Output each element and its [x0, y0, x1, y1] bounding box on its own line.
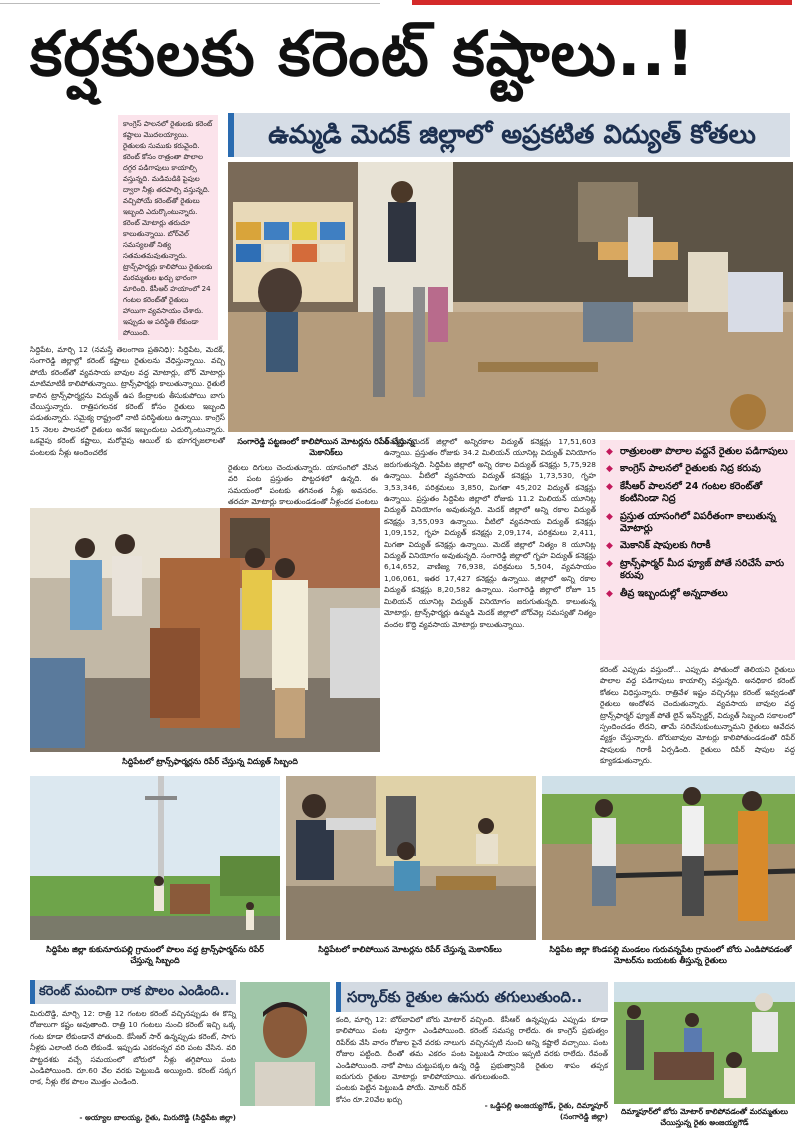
photo-farmers-borewell — [542, 776, 795, 940]
article-column-1b: రైతులు దిగులు చెందుతున్నారు. యాసంగిలో వేసిన వరి పంట ప్రస్తుతం పొట్టదశలో ఉన్నది. ఈ సమయంలో పంటకు తగినంత నీళ్లు అవసరం. తరచూ మోటార్లు కాలుతుండడంతో నీళ్లందక పంటలు — [228, 463, 378, 507]
intro-box: కాంగ్రెస్ పాలనలో రైతులకు కరెంట్ కష్టాలు మొదలయ్యాయి. రైతులకు సుముకు కరువైంది. కరెంట్ కోసం రాత్రంతా పొలాల దగ్గర పడిగాపులు కాయాల్సి వస్తున్నది. మడిమడికి పైపుల ద్వారా నీళ్లు తరపాల్సి వస్తున్నది. వచ్చిపోయే కరెంట్‌తో రైతులు ఇబ్బంది ఎదుర్కొంటున్నారు. కరెంట్ మోటార్లు తరుచూ కాలుతున్నాయి. బోర్‌వెల్ సమస్యలతో నిత్య సతమతమవుతున్నారు. ట్రాన్స్‌ఫార్మర్లు కాలిపోయి రైతులకు మరమ్మతుల ఖర్చు భారంగా మారింది. కేసీఆర్ హయాంలో 24 గంటల కరెంట్‌తో రైతులు హాయిగా వ్యవసాయం చేశారు. ఇప్పుడు ఆ పరిస్థితి లేకుండా పోయింది. — [118, 115, 218, 340]
photo-farmer-portrait — [240, 982, 330, 1106]
box2-body-right: వచ్చింది. కేసీఆర్ ఉన్నప్పుడు ఎప్పుడు కూడా కరెంట్ సమస్య రాలేదు. ఈ కాంగ్రెస్ ప్రభుత్వం వచ్చినప్పటి నుంచి అన్ని కష్టాలే వచ్చాయి. పంట పెట్టుబడి సాయం ఇప్పటి వరకు రాలేదు. రేవంత్ రెడ్డి ప్రభుత్వానికి రైతుల శాపం తప్పక తగులుతుంది. — [470, 1015, 608, 1082]
key-point: ◆ ప్రస్తుత యాసంగిలో విపరీతంగా కాలుతున్న మోటార్లు — [606, 511, 789, 536]
article-column-2: ఉమ్మడి మెదక్ జిల్లాలో అన్నిరకాల విద్యుత్ కనెక్షన్లు 17,51,603 ఉన్నాయి. ప్రస్తుతం రోజుకు 34.2 మిలియన్ యూనిట్ల విద్యుత్ వినియోగం జరుగుతున్నది. సిద్దిపేట జిల్లాలో అన్ని రకాల విద్యుత్ కనెక్షన్లు 5,75,928 ఉన్నాయి. వీటిలో వ్యవసాయ విద్యుత్ కనెక్షన్లు 1,73,530, గృహ 3,53,346, పరిశ్రమలు 3,850, మిగతా 45,202 విద్యుత్ కనెక్షన్లు ఉన్నాయి. ప్రస్తుతం సిద్దిపేట జిల్లాలో రోజుకు 11.2 మిలియన్ యూనిట్ల విద్యుత్ వినియోగం అవుతున్నది. మెదక్ జిల్లాలో అన్ని రకాల విద్యుత్ కనెక్షన్లు 3,55,093 ఉన్నాయి. వీటిలో వ్యవసాయ విద్యుత్ కనెక్షన్లు 1,09,152, గృహ విద్యుత్ కనెక్షన్లు 2,09,174, పరిశ్రమలు 2,411, మిగతా విద్యుత్ కనెక్షన్లు ఉన్నాయి. మెదక్ జిల్లాలో నిత్యం 8 యూనిట్ల విద్యుత్ వినియోగం అవుతున్నది. సంగారెడ్డి జిల్లాలో గృహ విద్యుత్ కనెక్షన్లు 6,14,652, వాణిజ్య 76,938, పరిశ్రమలు 5,504, వ్యవసాయం 1,06,061, ఇతర 17,427 కనెక్షన్లు ఉన్నాయి. జిల్లాలో అన్ని రకాల విద్యుత్ కనెక్షన్లు 8,20,582 ఉన్నాయి. సంగారెడ్డి జిల్లాలో రోజూ 15 మిలియన్ యూనిట్ల విద్యుత్ వినియోగం జరుగుతున్నది. కాలుతున్న మోటార్లు, ట్రాన్స్‌ఫార్మర్లు ఉమ్మడి మెదక్ జిల్లాలో బోర్‌వెల్ల సమస్యతో నిత్యం వందల కొద్ది వ్యవసాయ మోటార్లు కాలుతున్నాయి. — [384, 437, 596, 629]
key-points-box — [600, 440, 795, 660]
article-column-3: కరెంట్ ఎప్పుడు వస్తుందో... ఎప్పుడు పోతుందో తెలియని రైతులు పొలాల వద్ద పడిగాపులు కాయాల్సి వస్తున్నది. అనధికార కరెంట్ కోతలు విధిస్తున్నారు. రాత్రివేళ ఇష్టం వచ్చినట్లు కరెంట్ ఇవ్వడంతో రైతులు ఆందోళన చెందుతున్నారు. వ్యవసాయ బావుల వద్ద ట్రాన్స్‌ఫార్మర్ ఫ్యూజ్ పోతే లైన్ ఇన్‌స్పెక్టర్, విద్యుత్ సిబ్బంది సకాలంలో స్పందించడం లేదని, తామే సరిచేసుకుంటున్నామని రైతులు ఆవేదన వ్యక్తం చేస్తున్నారు. బోరుబావుల మోటర్లు కాలిపోతుండడంతో రిపేర్ షాపులకు గిరాకీ ఏర్పడింది. రైతులు రిపేర్ షాపుల వద్ద క్యూకడుతున్నారు. — [600, 665, 795, 766]
box1-body: మిరుదొడ్డి, మార్చి 12: రాత్రి 12 గంటల కరెంట్ వచ్చినప్పుడు ఈ కొన్ని రోజులుగా కష్టం అవుతాంది. రాత్రి 10 గంటలు నుంచి కరెంట్ ఇచ్చి ఒక్క గంట కూడా లేకుండానే పోతుంది. కేసీఆర్ సార్ ఉన్నప్పుడు కరెంట్, సాగు నీళ్లకు ఎలాంటి రంది లేకుండే. ఇప్పుడు ఎకరంన్నర వరి పంట వేసిన. వరి పొట్టదశకు వచ్చే సమయంలో బోరులో నీళ్లు తగ్గిపోయి పంట ఎండిపోయింది. రూ.60 వేల వరకు పెట్టుబడి అయ్యింది. కరెంట్ సక్కగ రాక, నీళ్లు లేక పొలం మొత్తం ఎండింది. — [30, 1009, 236, 1087]
box2-body-left: కంది, మార్చి 12: బోర్‌బావిలో బోరు మోటార్ కాలిపోయి పంట పూర్తిగా ఎండిపోయింది. రిపేర్‌కు వేసి వారం రోజుల పైనే వరకు నాలుగు రోజుల పట్టింది. దీంతో తమ ఎకరం పంట ఎండిపోయింది. నాకో పాటు చుట్టుపక్కల ఉన్న ఐదుగురు రైతుల మోటార్లు కాలిపోయాయి. పంటకు పెట్టిన పెట్టుబడి పోయే. మోటర్ రిపేర్ కోసం రూ.20వేల ఖర్చు — [336, 1015, 466, 1104]
caption-bottom-2: సిద్దిపేటలో కాలిపోయిన మోటర్లను రిపేర్ చేస్తున్న మెకానిక్‌లు — [318, 945, 502, 954]
key-point: ◆ తీవ్ర ఇబ్బందుల్లో అన్నదాతలు — [606, 588, 789, 600]
caption-mid-photo: సిద్దిపేటలో ట్రాన్స్‌ఫార్మర్లను రిపేర్ చేస్తున్న విద్యుత్ సిబ్బంది — [122, 757, 298, 766]
caption-bottom-3: సిద్దిపేట జిల్లా కొండపల్లి మండలం గురువన్నపేట గ్రామంలో బోరు ఎండిపోవడంతో మోటర్‌ను బయటకు తీస్తున్న రైతులు — [549, 945, 792, 965]
article-column-1: సిద్దిపేట, మార్చి 12 (నమస్తే తెలంగాణ ప్రతినిధి): సిద్దిపేట, మెదక్, సంగారెడ్డి జిల్లాల్లో కరెంట్ కష్టాలు రైతులను వేధిస్తున్నాయి. వచ్చి పోయే కరెంట్‌తో వ్యవసాయ బావుల వద్ద మోటార్లు, బోర్ మోటార్లు మాటిమాటికీ కాలిపోతున్నాయి. ట్రాన్స్‌ఫార్మర్లు కాలుతున్నాయి. రైతులే కాలిన ట్రాన్స్‌ఫార్మర్లను విద్యుత్ ఉప కేంద్రాలకు తీసుకుపోయి బాగు చేయిస్తున్నారు. రాత్రిపగలనక కరెంట్ కోసం రైతులు ఇబ్బంది పడుతున్నారు. సమైక్య రాష్ట్రంలో నాటి పరిస్థితులు ఉన్నాయి. కాంగ్రెస్ 15 నెలల పాలనలో రైతులు అనేక ఇబ్బందులు ఎదుర్కొంటున్నారు. ఒకవైపు కరెంట్ కష్టాలు, మరోవైపు ఆయిల్ కు భూగర్భజలాలతో పంటలకు నీళ్లు అందించలేక — [30, 345, 225, 457]
main-headline: కర్షకులకు కరెంట్ కష్టాలు..! — [30, 17, 696, 90]
key-point: ◆ ట్రాన్స్‌ఫార్మర్ మీద ఫ్యూజ్ పోతే సరిచేసే వారు కరువు — [606, 558, 789, 583]
top-rule-red — [412, 0, 792, 5]
caption-bottom-1: సిద్దిపేట జిల్లా కుకునూరుపల్లి గ్రామంలో పొలం వద్ద ట్రాన్స్‌ఫార్మర్‌ను రిపేర్ చేస్తున్న సిబ్బంది — [46, 945, 264, 965]
photo-field-transformer — [30, 776, 280, 940]
caption-top-photo: సంగారెడ్డి పట్టణంలో కాలిపోయిన మోటర్లను రిపేర్ చేస్తున్న మెకానిక్‌లు — [237, 437, 415, 457]
box1-title: కరెంట్ మంచిగా రాక పొలం ఎండింది.. — [30, 980, 236, 1004]
key-point: ◆ కాంగ్రెస్ పాలనలో రైతులకు నిద్ర కరువు — [606, 463, 789, 475]
box2-byline: - ఒడ్డిపల్లి అంజయ్యగౌడ్, రైతు, దిమ్మాపూర్ (సంగారెడ్డి జిల్లా) — [484, 1101, 608, 1122]
top-rule-grey — [0, 3, 380, 4]
photo-motor-repair — [286, 776, 536, 940]
key-point: ◆ రాత్రులంతా పొలాల వద్దనే రైతుల పడిగాపులు — [606, 446, 789, 458]
key-point: ◆ కేసీఆర్ పాలనలో 24 గంటల కరెంట్‌తో కంటినిండా నిద్ర — [606, 481, 789, 506]
box2-title: సర్కార్‌కు రైతుల ఉసురు తగులుతుంది.. — [336, 982, 608, 1012]
sub-headline: ఉమ్మడి మెదక్ జిల్లాలో అప్రకటిత విద్యుత్ కోతలు — [228, 113, 790, 157]
key-point: ◆ మెకానిక్ షాపులకు గిరాకీ — [606, 540, 789, 552]
box1-byline: - అయ్యాల బాలయ్య, రైతు, మిరుదొడ్డి (సిద్దిపేట జిల్లా) — [79, 1113, 236, 1122]
caption-bottom-4: దిమ్మాపూర్‌లో బోరు మోటార్ కాలిపోవడంతో మరమ్మతులు చేయిస్తున్న రైతు అంజయ్యగౌడ్ — [620, 1107, 789, 1127]
photo-borewell-repair-village — [614, 982, 795, 1104]
photo-mechanics-repair — [228, 162, 793, 432]
photo-transformer-repair — [30, 508, 380, 752]
